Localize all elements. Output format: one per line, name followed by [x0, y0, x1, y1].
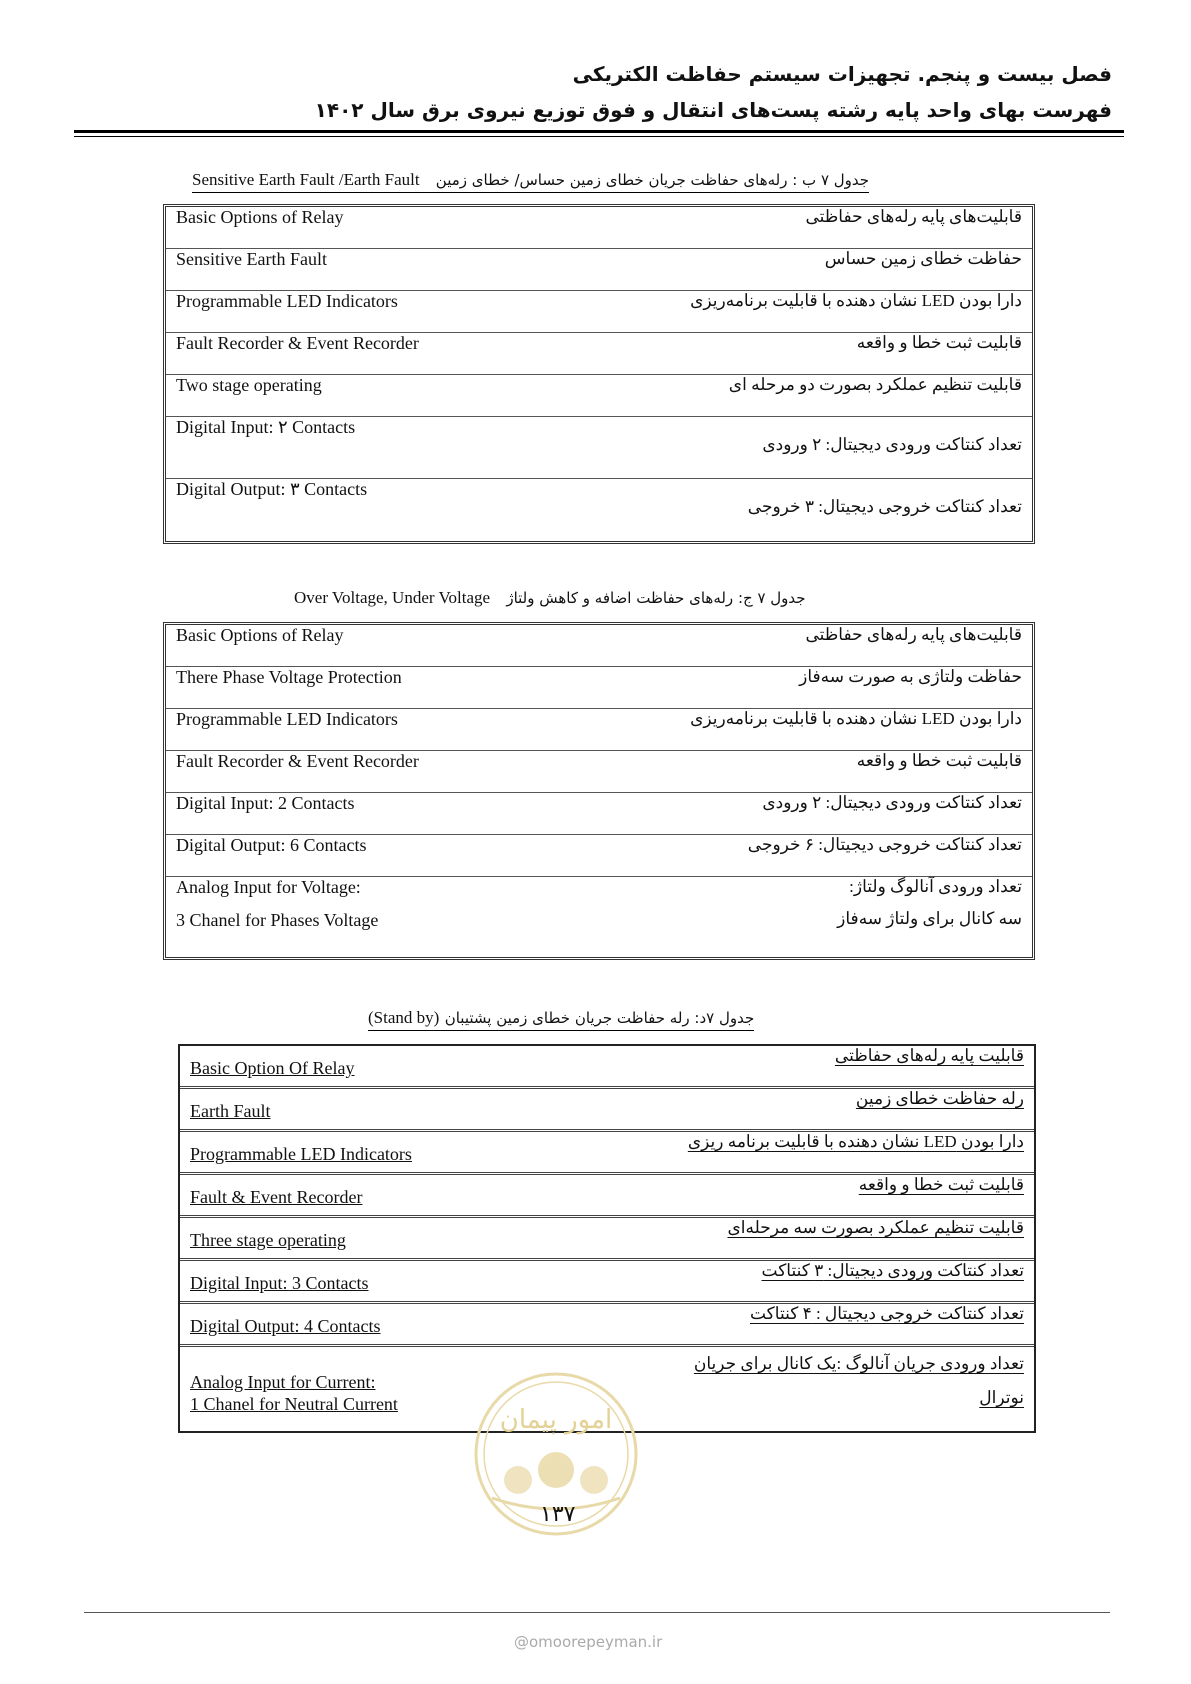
page-number: ۱۳۷ — [540, 1502, 576, 1527]
table-cell-fa — [624, 1304, 1034, 1347]
table-b-caption-fa: جدول ۷ ب : رله‌های حفاظت جریان خطای زمین حساس/ خطای زمین — [435, 171, 870, 189]
chapter-title: فصل بیست و پنجم. تجهیزات سیستم حفاظت الکتریکی — [572, 62, 1112, 86]
table-b-caption — [192, 170, 869, 193]
cell-line: تعداد ورودی جریان آنالوگ :یک کانال برای جریان — [693, 1354, 1024, 1373]
table-c-caption-fa: جدول ۷ ج: رله‌های حفاظت اضافه و کاهش ولتاژ — [506, 589, 806, 607]
table-row — [166, 291, 1032, 333]
table-cell-fa: تعداد کنتاکت ورودی دیجیتال: ۲ ورودی — [599, 417, 1032, 479]
table-row — [180, 1304, 1034, 1347]
table-cell-en: Programmable LED Indicators — [166, 291, 599, 333]
table-cell-fa: حفاظت ولتاژی به صورت سه‌فاز — [599, 667, 1032, 709]
table-cell-en — [180, 1089, 624, 1132]
cell-line: Analog Input for Current: — [190, 1372, 376, 1392]
table-row — [180, 1175, 1034, 1218]
table-d-caption-fa: جدول ۷د: رله حفاظت جریان خطای زمین پشتیبان — [444, 1009, 755, 1027]
table-row — [166, 877, 1032, 957]
table-cell-fa: تعداد کنتاکت ورودی دیجیتال: ۲ ورودی — [599, 793, 1032, 835]
table-cell-en — [180, 1175, 624, 1218]
table-cell-en: Basic Options of Relay — [166, 207, 599, 249]
header-rule-thin — [74, 136, 1124, 137]
table-row — [166, 793, 1032, 835]
table-row — [166, 417, 1032, 479]
cell-line: 1 Chanel for Neutral Current — [190, 1394, 398, 1414]
table-cell-en: Basic Options of Relay — [166, 625, 599, 667]
table-cell-fa: تعداد کنتاکت خروجی دیجیتال: ۶ خروجی — [599, 835, 1032, 877]
table-cell-fa: قابلیت ثبت خطا و واقعه — [599, 751, 1032, 793]
table-cell-en — [166, 877, 599, 957]
table-b — [163, 204, 1035, 544]
cell-text: قابلیت پایه رله‌های حفاظتی — [834, 1046, 1024, 1065]
table-cell-en — [180, 1218, 624, 1261]
table-cell-fa — [624, 1175, 1034, 1218]
watermark-scale-icon — [504, 1466, 532, 1494]
cell-line: 3 Chanel for Phases Voltage — [176, 910, 379, 930]
cell-text: Programmable LED Indicators — [190, 1144, 412, 1164]
cell-text: Digital Input: 3 Contacts — [190, 1273, 369, 1293]
table-cell-en: Digital Input: ۲ Contacts — [166, 417, 599, 479]
table-cell-fa — [624, 1261, 1034, 1304]
cell-text: دارا بودن LED نشان دهنده با قابلیت برنامه ریزی — [687, 1132, 1024, 1151]
table-row — [166, 375, 1032, 417]
table-cell-fa: قابلیت ثبت خطا و واقعه — [599, 333, 1032, 375]
cell-text: Earth Fault — [190, 1101, 271, 1121]
table-cell-en: Digital Output: ۳ Contacts — [176, 479, 368, 499]
header-rule-thick — [74, 130, 1124, 133]
table-d-caption — [368, 1008, 754, 1031]
cell-text: Digital Output: 4 Contacts — [190, 1316, 381, 1336]
table-row — [166, 479, 1032, 541]
table-cell-fa: قابلیت‌های پایه رله‌های حفاظتی — [599, 625, 1032, 667]
table-cell-fa — [624, 1132, 1034, 1175]
table-cell-en: Fault Recorder & Event Recorder — [166, 333, 599, 375]
table-row — [166, 207, 1032, 249]
watermark-tower-icon — [580, 1466, 608, 1494]
document-title: فهرست بهای واحد پایه رشته پست‌های انتقال و فوق توزیع نیروی برق سال ۱۴۰۲ — [314, 98, 1112, 122]
cell-text: تعداد کنتاکت ورودی دیجیتال: ۳ کنتاکت — [761, 1261, 1024, 1280]
table-row — [166, 751, 1032, 793]
table-row — [180, 1089, 1034, 1132]
cell-text: Fault & Event Recorder — [190, 1187, 363, 1207]
table-cell-fa — [624, 1046, 1034, 1089]
table-cell-en — [180, 1132, 624, 1175]
table-cell-fa: تعداد کنتاکت خروجی دیجیتال: ۳ خروجی — [747, 497, 1022, 516]
table-row — [166, 835, 1032, 877]
cell-line: Analog Input for Voltage: — [176, 877, 361, 897]
table-row — [166, 249, 1032, 291]
cell-text: قابلیت تنظیم عملکرد بصورت سه مرحله‌ای — [727, 1218, 1024, 1237]
cell-text: تعداد کنتاکت خروجی دیجیتال : ۴ کنتاکت — [749, 1304, 1024, 1323]
table-row — [166, 709, 1032, 751]
cell-text: رله حفاظت خطای زمین — [855, 1089, 1024, 1108]
table-row — [180, 1218, 1034, 1261]
table-cell-en: Two stage operating — [166, 375, 599, 417]
table-row — [180, 1261, 1034, 1304]
table-cell-en: Digital Input: 2 Contacts — [166, 793, 599, 835]
cell-text: Three stage operating — [190, 1230, 346, 1250]
table-c-caption-en: Over Voltage, Under Voltage — [294, 588, 491, 607]
table-cell-en: Digital Output: 6 Contacts — [166, 835, 599, 877]
cell-line: نوترال — [979, 1388, 1024, 1407]
cell-text: Basic Option Of Relay — [190, 1058, 355, 1078]
table-cell-fa — [599, 877, 1032, 957]
watermark-gear-icon — [538, 1452, 574, 1488]
table-c-caption — [294, 588, 806, 610]
table-cell-en — [180, 1046, 624, 1089]
watermark-text: امور پیمان — [499, 1405, 613, 1435]
table-cell-en: Fault Recorder & Event Recorder — [166, 751, 599, 793]
table-cell-en — [180, 1261, 624, 1304]
table-cell-en: There Phase Voltage Protection — [166, 667, 599, 709]
table-row — [180, 1046, 1034, 1089]
table-d-caption-en: (Stand by) — [368, 1008, 440, 1027]
table-cell-fa: قابلیت تنظیم عملکرد بصورت دو مرحله ای — [599, 375, 1032, 417]
table-cell-fa — [624, 1347, 1034, 1431]
table-cell-fa: قابلیت‌های پایه رله‌های حفاظتی — [599, 207, 1032, 249]
table-row — [166, 333, 1032, 375]
cell-text: قابلیت ثبت خطا و واقعه — [858, 1175, 1024, 1194]
table-cell-fa — [624, 1218, 1034, 1261]
table-b-caption-en: Sensitive Earth Fault /Earth Fault — [192, 170, 420, 189]
cell-line: سه کانال برای ولتاژ سه‌فاز — [837, 909, 1022, 928]
table-row — [166, 625, 1032, 667]
website-watermark: @omoorepeyman.ir — [514, 1633, 663, 1651]
table-cell-en: Sensitive Earth Fault — [166, 249, 599, 291]
table-cell-en — [180, 1304, 624, 1347]
table-cell-fa: دارا بودن LED نشان دهنده با قابلیت برنامه‌ریزی — [599, 709, 1032, 751]
table-cell-en: Programmable LED Indicators — [166, 709, 599, 751]
table-row — [180, 1132, 1034, 1175]
footer-rule — [84, 1612, 1110, 1613]
table-cell-fa: دارا بودن LED نشان دهنده با قابلیت برنامه‌ریزی — [599, 291, 1032, 333]
table-cell-fa: حفاظت خطای زمین حساس — [599, 249, 1032, 291]
table-row — [166, 667, 1032, 709]
cell-line: تعداد ورودی آنالوگ ولتاژ: — [849, 877, 1022, 896]
table-c — [163, 622, 1035, 960]
table-cell-fa — [624, 1089, 1034, 1132]
